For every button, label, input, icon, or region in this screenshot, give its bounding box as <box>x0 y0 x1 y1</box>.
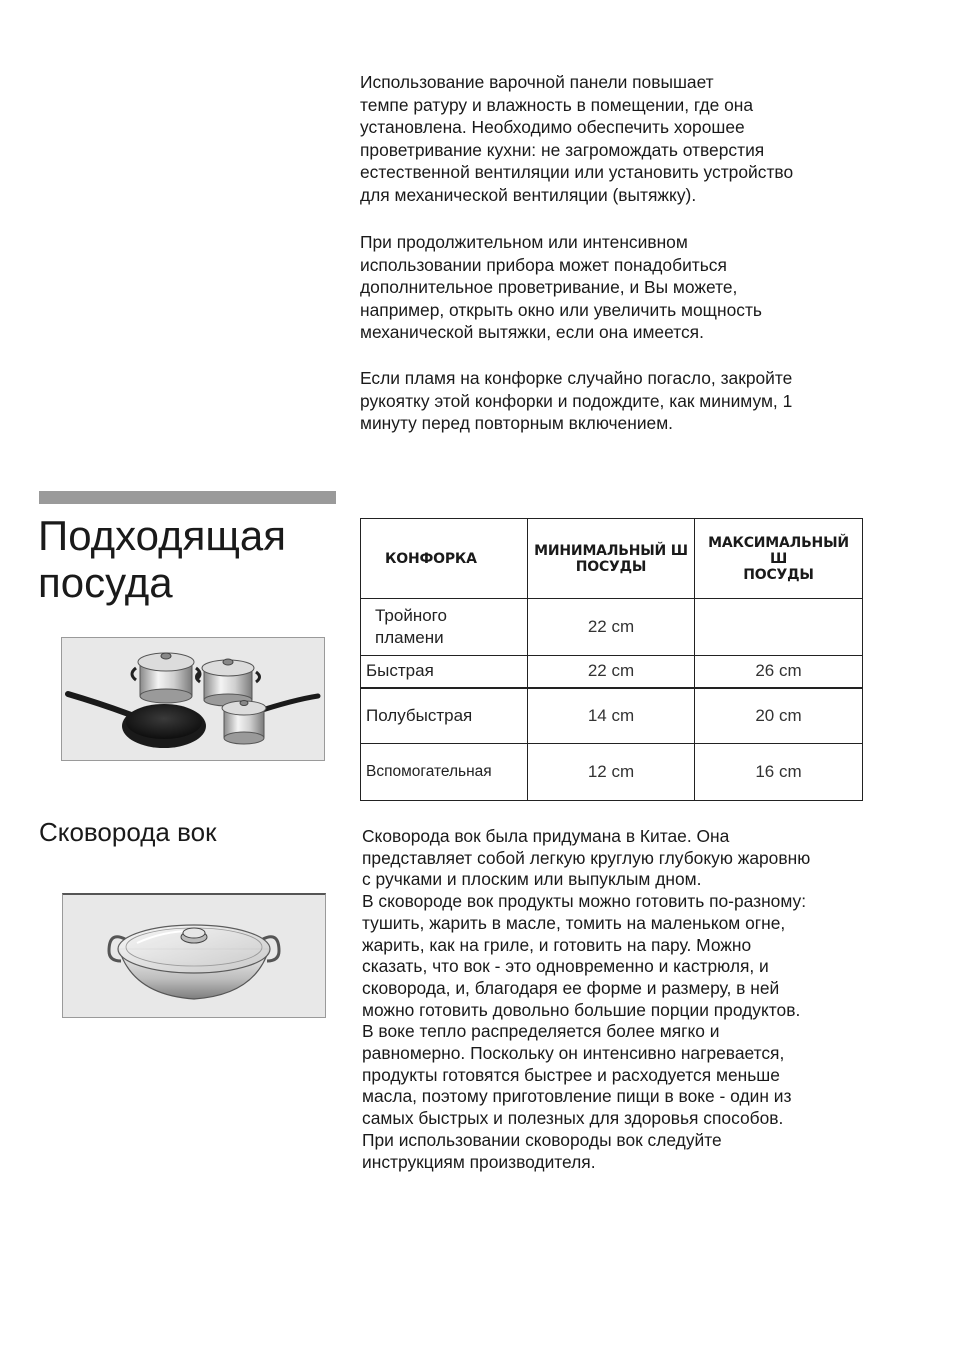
min-diameter: 12 cm <box>528 744 695 801</box>
cookware-size-table <box>360 518 863 801</box>
table-row <box>361 656 863 688</box>
wok-section-title: Сковорода вок <box>39 817 217 847</box>
wok-image <box>62 893 326 1018</box>
table-header-row <box>361 519 863 599</box>
min-diameter: 22 cm <box>528 599 695 656</box>
max-diameter: 16 cm <box>695 744 863 801</box>
burner-name: Быстрая <box>361 656 528 688</box>
cookware-set-icon <box>62 638 326 762</box>
min-diameter: 14 cm <box>528 688 695 744</box>
intro-paragraph-extra-ventilation: При продолжительном или интенсивном использовании прибора может понадобиться дополнительное проветривание, и Вы можете, например, открыть окно или увеличить мощность механической вытяжки, если она имеется. <box>360 232 762 343</box>
intro-paragraph-flame-out: Если пламя на конфорке случайно погасло, закройте рукоятку этой конфорки и подождите, как минимум, 1 минуту перед повторным включением. <box>360 368 793 434</box>
max-diameter <box>695 599 863 656</box>
section-divider-bar <box>39 491 336 504</box>
header-min-diameter: МИНИМАЛЬНЫЙ Ш ПОСУДЫ <box>528 519 695 599</box>
header-max-diameter: МАКСИМАЛЬНЫЙ Ш ПОСУДЫ <box>695 519 863 599</box>
intro-paragraph-ventilation: Использование варочной панели повышает темпе ратуру и влажность в помещении, где она установлена. Необходимо обеспечить хорошее проветривание кухни: не загромождать отверстия естественной вентиляции или установить устройство для механической вентиляции (вытяжку). <box>360 72 794 205</box>
table-row <box>361 744 863 801</box>
min-diameter: 22 cm <box>528 656 695 688</box>
section-title: Подходящая посуда <box>38 512 287 606</box>
cookware-set-image <box>61 637 325 761</box>
header-burner: КОНФОРКА <box>361 519 528 599</box>
burner-name: Вспомогательная <box>361 744 528 801</box>
max-diameter: 26 cm <box>695 656 863 688</box>
burner-name: Полубыстрая <box>361 688 528 744</box>
table-row <box>361 688 863 744</box>
wok-icon <box>63 895 327 1018</box>
max-diameter: 20 cm <box>695 688 863 744</box>
table-row <box>361 599 863 656</box>
burner-name: Тройного пламени <box>361 599 528 656</box>
wok-description: Сковорода вок была придумана в Китае. Она представляет собой легкую круглую глубокую жаровню с ручками и плоским или выпуклым дном. В сковороде вок продукты можно готовить по-разному: тушить, жарить в масле, томить на маленьком огне, жарить, как на гриле, и готовить на пару. Можно сказать, что вок - это одновременно и кастрюля, и сковорода, и, благодаря ее форме и размеру, в ней можно готовить довольно большие порции продуктов. В воке тепло распределяется более мягко и равномерно. Поскольку он интенсивно нагревается, продукты готовятся быстрее и расходуется меньше масла, поэтому приготовление пищи в воке - один из самых быстрых и полезных для здоровья способов. При использовании сковороды вок следуйте инструкциям производителя. <box>362 826 811 1172</box>
